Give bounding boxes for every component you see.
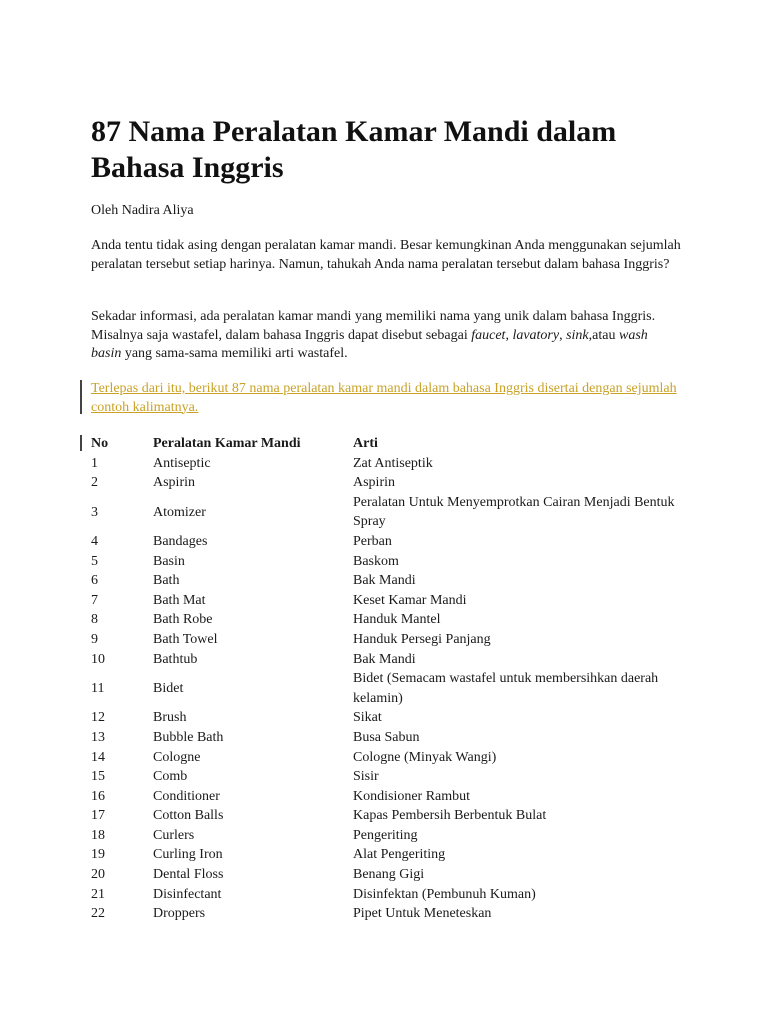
row-number: 16 — [91, 788, 105, 804]
item-name: Bandages — [153, 533, 208, 549]
table-row — [91, 493, 683, 532]
item-meaning: Zat Antiseptik — [353, 455, 433, 471]
item-name: Bubble Bath — [153, 729, 224, 745]
table-row — [91, 748, 683, 768]
info-text: Sekadar informasi, ada peralatan kamar mandi yang memiliki nama yang unik dalam bahasa Inggris. Misalnya saja wastafel, dalam bahasa Inggris dapat disebut sebagai — [91, 309, 656, 343]
equipment-table — [91, 434, 683, 924]
item-meaning: Bak Mandi — [353, 651, 416, 667]
item-meaning: Perban — [353, 533, 392, 549]
row-number: 18 — [91, 827, 105, 843]
separator: , — [505, 327, 513, 343]
item-meaning: Bidet (Semacam wastafel untuk membersihkan daerah kelamin) — [353, 671, 659, 706]
item-name: Bathtub — [153, 651, 198, 667]
item-name: Conditioner — [153, 788, 220, 804]
item-name: Bath Towel — [153, 631, 218, 647]
table-row — [91, 610, 683, 630]
table-row — [91, 885, 683, 905]
table-row — [91, 571, 683, 591]
term-wash-basin: wash basin — [91, 327, 648, 361]
row-number: 5 — [91, 553, 98, 569]
row-number: 7 — [91, 592, 98, 608]
item-meaning: Cologne (Minyak Wangi) — [353, 749, 497, 765]
item-name: Disinfectant — [153, 886, 222, 902]
item-meaning: Keset Kamar Mandi — [353, 592, 467, 608]
item-name: Bath Robe — [153, 612, 213, 628]
row-number: 13 — [91, 729, 105, 745]
item-name: Antiseptic — [153, 455, 211, 471]
table-row — [91, 806, 683, 826]
item-name: Bath — [153, 573, 180, 589]
item-meaning: Alat Pengeriting — [353, 847, 446, 863]
row-number: 20 — [91, 867, 105, 883]
table-row — [91, 630, 683, 650]
row-number: 22 — [91, 906, 105, 922]
item-meaning: Peralatan Untuk Menyemprotkan Cairan Menjadi Bentuk Spray — [353, 494, 675, 530]
table-row — [91, 787, 683, 807]
row-number: 17 — [91, 808, 105, 824]
item-meaning: Disinfektan (Pembunuh Kuman) — [353, 886, 536, 902]
row-number: 1 — [91, 455, 98, 471]
item-name: Curlers — [153, 827, 195, 843]
item-name: Droppers — [153, 906, 206, 922]
item-name: Dental Floss — [153, 867, 224, 883]
table-row — [91, 454, 683, 474]
term-sink: sink — [566, 327, 589, 343]
item-meaning: Sisir — [353, 769, 379, 785]
row-number: 9 — [91, 631, 98, 647]
item-meaning: Kapas Pembersih Berbentuk Bulat — [353, 808, 547, 824]
header-meaning: Arti — [353, 436, 378, 451]
table-row — [91, 865, 683, 885]
separator: , — [559, 327, 567, 343]
item-meaning: Benang Gigi — [353, 867, 425, 883]
table-row — [91, 708, 683, 728]
info-text-end: yang sama-sama memiliki arti wastafel. — [121, 346, 348, 361]
link-paragraph — [91, 380, 681, 417]
table-row — [91, 826, 683, 846]
item-meaning: Pipet Untuk Meneteskan — [353, 906, 492, 922]
item-meaning: Handuk Persegi Panjang — [353, 631, 491, 647]
table-row — [91, 532, 683, 552]
item-meaning: Kondisioner Rambut — [353, 788, 471, 804]
change-bar — [80, 435, 82, 451]
item-name: Curling Iron — [153, 847, 223, 863]
item-name: Bidet — [153, 680, 184, 696]
info-paragraph — [91, 308, 681, 364]
item-meaning: Busa Sabun — [353, 729, 420, 745]
item-meaning: Aspirin — [353, 475, 395, 491]
table-row — [91, 904, 683, 924]
item-name: Comb — [153, 769, 188, 785]
table-row — [91, 650, 683, 670]
item-meaning: Handuk Mantel — [353, 612, 441, 628]
row-number: 12 — [91, 710, 105, 726]
item-name: Atomizer — [153, 504, 206, 520]
item-name: Cologne — [153, 749, 201, 765]
term-lavatory: lavatory — [512, 327, 560, 343]
row-number: 10 — [91, 651, 105, 667]
item-meaning: Sikat — [353, 710, 382, 726]
header-item: Peralatan Kamar Mandi — [153, 436, 301, 451]
item-name: Cotton Balls — [153, 808, 224, 824]
change-bar — [80, 380, 82, 414]
row-number: 4 — [91, 533, 98, 549]
term-faucet: faucet — [471, 327, 506, 343]
row-number: 3 — [91, 504, 98, 520]
row-number: 2 — [91, 475, 98, 491]
table-row — [91, 552, 683, 572]
table-row — [91, 845, 683, 865]
table-header-row — [91, 434, 683, 454]
row-number: 15 — [91, 769, 105, 785]
item-name: Bath Mat — [153, 592, 206, 608]
author-byline: Oleh Nadira Aliya — [91, 203, 194, 218]
table-row — [91, 591, 683, 611]
article-link[interactable]: Terlepas dari itu, berikut 87 nama peralatan kamar mandi dalam bahasa Inggris disertai dengan sejumlah contoh kalimatnya. — [91, 381, 677, 415]
item-meaning: Bak Mandi — [353, 573, 416, 589]
row-number: 14 — [91, 749, 105, 765]
row-number: 8 — [91, 612, 98, 628]
table-row — [91, 728, 683, 748]
row-number: 6 — [91, 573, 98, 589]
row-number: 11 — [91, 680, 105, 696]
item-name: Aspirin — [153, 475, 195, 491]
page-title: 87 Nama Peralatan Kamar Mandi dalam Bahasa Inggris — [91, 115, 617, 184]
header-no: No — [91, 436, 109, 451]
table-row — [91, 473, 683, 493]
table-row — [91, 767, 683, 787]
intro-paragraph: Anda tentu tidak asing dengan peralatan kamar mandi. Besar kemungkinan Anda menggunakan sejumlah peralatan tersebut setiap harinya. Namun, tahukah Anda nama peralatan tersebut dalam bahasa Inggris? — [91, 238, 681, 272]
row-number: 19 — [91, 847, 105, 863]
table-row — [91, 669, 683, 708]
separator: ,atau — [588, 327, 619, 343]
table-body — [91, 454, 683, 924]
row-number: 21 — [91, 886, 105, 902]
item-name: Basin — [153, 553, 185, 569]
item-meaning: Pengeriting — [353, 827, 418, 843]
item-name: Brush — [153, 710, 187, 726]
item-meaning: Baskom — [353, 553, 399, 569]
